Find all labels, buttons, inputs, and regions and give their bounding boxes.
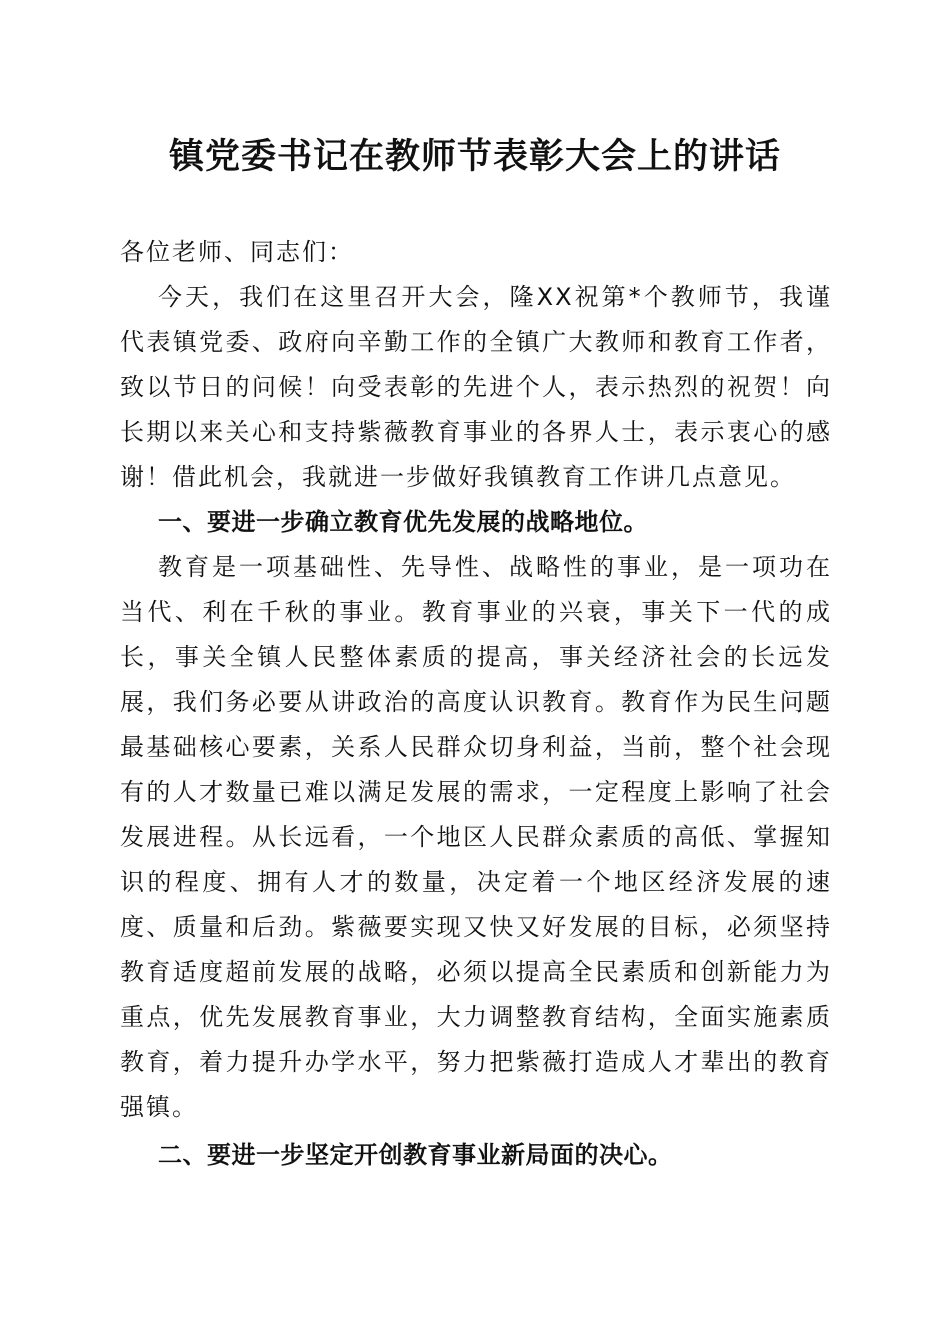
document-body	[120, 230, 832, 1178]
paragraph-opening: 今天，我们在这里召开大会，隆XX祝第*个教师节，我谨代表镇党委、政府向辛勤工作的全镇广大教师和教育工作者，致以节日的问候！向受表彰的先进个人，表示热烈的祝贺！向长期以来关心和支持紫薇教育事业的各界人士，表示衷心的感谢！借此机会，我就进一步做好我镇教育工作讲几点意见。	[120, 283, 832, 491]
document-title: 镇党委书记在教师节表彰大会上的讲话	[168, 136, 781, 177]
section-heading-1: 一、要进一步确立教育优先发展的战略地位。	[158, 508, 648, 536]
salutation: 各位老师、同志们：	[120, 238, 354, 266]
section-heading-2: 二、要进一步坚定开创教育事业新局面的决心。	[158, 1141, 673, 1169]
paragraph-section-1: 教育是一项基础性、先导性、战略性的事业，是一项功在当代、利在千秋的事业。教育事业的兴衰，事关下一代的成长，事关全镇人民整体素质的提高，事关经济社会的长远发展，我们务必要从讲政治的高度认识教育。教育作为民生问题最基础核心要素，关系人民群众切身利益，当前，整个社会现有的人才数量已难以满足发展的需求，一定程度上影响了社会发展进程。从长远看，一个地区人民群众素质的高低、掌握知识的程度、拥有人才的数量，决定着一个地区经济发展的速度、质量和后劲。紫薇要实现又快又好发展的目标，必须坚持教育适度超前发展的战略，必须以提高全民素质和创新能力为重点，优先发展教育事业，大力调整教育结构，全面实施素质教育，着力提升办学水平，努力把紫薇打造成人才辈出的教育强镇。	[120, 553, 832, 1121]
